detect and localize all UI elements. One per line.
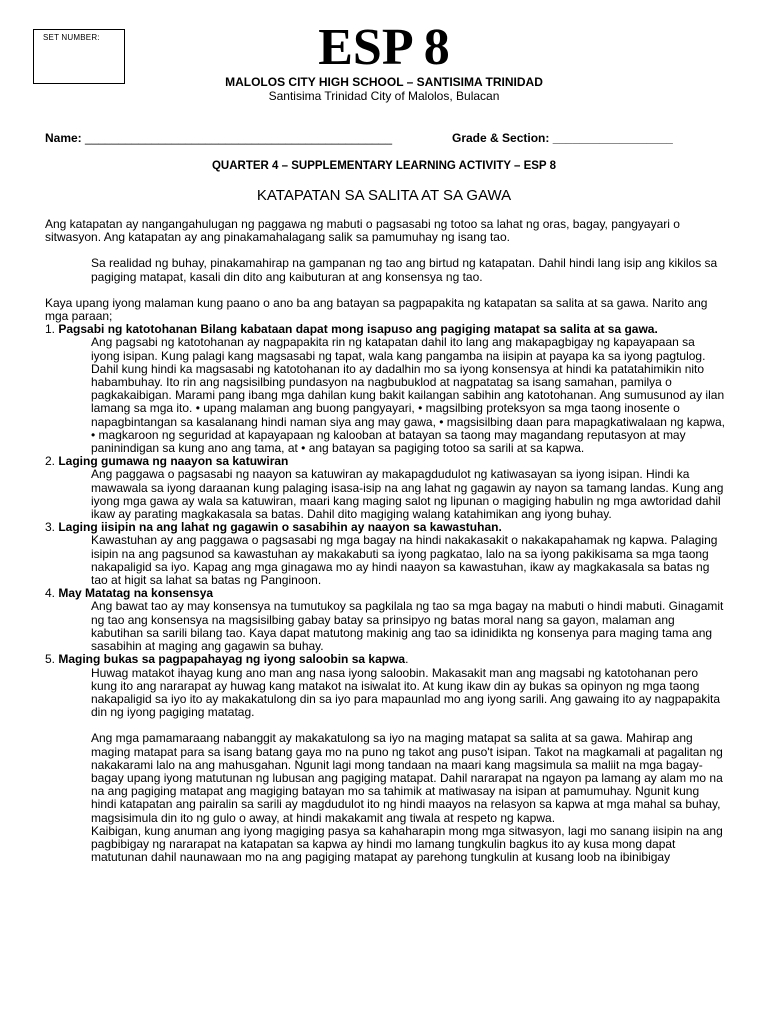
item-4-title: May Matatag na konsensya: [58, 586, 214, 601]
item-5-number: 5.: [45, 652, 59, 667]
item-3-body: Kawastuhan ay ang paggawa o pagsasabi ng mga bagay na hindi nakakasakit o nakakapahamak ng kapwa. Palaging isipin na ang pagsunod sa kawastuhan ay makakabuti sa iyong pagkatao, lalo na sa iyong pakikisama sa mga taong nakapaligid sa iyo. Kapag ang mga ginagawa mo ay hindi naayon sa kawastuhan, ikaw ay magkakasala sa batas ng tao at higit sa lahat sa batas ng Panginoon.: [91, 533, 718, 588]
grade-section-blank-line: __________________: [549, 131, 673, 145]
set-number-label: SET NUMBER:: [43, 33, 100, 42]
item-5-title: Maging bukas sa pagpapahayag ng iyong saloobin sa kapwa: [58, 652, 406, 667]
document-title: ESP 8: [318, 19, 450, 76]
item-4-body: Ang bawat tao ay may konsensya na tumutukoy sa pagkilala ng tao sa mga bagay na mabuti o hindi mabuti. Ginagamit ng tao ang konsensya na magsisilbing gabay batay sa prinsipyo ng batas moral nang sa gayon, malaman ang kabutihan sa sarili bilang tao. Kaya dapat matutong makinig ang tao sa idinidikta ng konsenya para maging tama ang sasabihin at maging ang gagawin sa buhay.: [91, 599, 724, 654]
item-1-body: Ang pagsabi ng katotohanan ay nagpapakita rin ng katapatan dahil ito lang ang makapagbigay ng kapayapaan sa iyong isipan. Kung palagi kang magsasabi ng tapat, wala kang pangamba na iisipin at payapa ka sa iyong pagtulog. Dahil kung hindi ka magsasabi ng katotohanan ito ay dadalhin mo sa iyong konsensya at hindi ka patatahimikin nito habambuhay. Ito rin ang nagsisilbing pundasyon na nagbubuklod at nagpatatag sa isang samahan, pamilya o pagkakaibigan. Marami pang ibang mga dahilan kung bakit kailangan sabihin ang katotohanan. Ang sumusunod ay ilan lamang sa mga ito. • upang malaman ang buong pangyayari, • magsilbing proteksyon sa mga taong inosente o napagbintangan sa kasalanang hindi naman siya ang may gawa, • magsisilbing daan para mapagkatiwalaan ng kapwa, • magkaroon ng seguridad at kapayapaan ng kalooban at batayan sa taong may magandang reputasyon at may paninindigan sa kung ano ang tama, at • ang batayan sa pagiging totoo sa sarili at sa kapwa.: [91, 335, 725, 456]
realidad-paragraph: Sa realidad ng buhay, pinakamahirap na gampanan ng tao ang birtud ng katapatan. Dahil hindi lang isip ang kikilos sa pagiging matapat, kasali din dito ang kaibuturan at ang konsensya ng tao.: [91, 256, 718, 284]
item-3-number: 3.: [45, 520, 59, 535]
topic-title: KATAPATAN SA SALITA AT SA GAWA: [256, 187, 512, 204]
lesson-content: [45, 218, 725, 864]
closing-paragraph-1: Ang mga pamamaraang nabanggit ay makakatulong sa iyo na maging matapat sa salita at sa gawa. Mahirap ang maging matapat para sa isang batang gaya mo na puno ng takot ang puso't isipan. Takot na magkamali at pagalitan ng nakakarami lalo na ang mahusgahan. Ngunit lagi mong tandaan na maari kang magsimula sa maliit na mga bagay-bagay upang iyong matutunan ng lubusan ang pagiging matapat. Dahil nararapat na ngayon pa lamang ay alam mo na na ang pagiging matapat ang magiging batayan mo sa tahimik at matiwasay na isipan at pamumuhay. Ngunit kung hindi katapatan ang pairalin sa sarili ay magdudulot ito ng hindi maayos na relasyon sa kapwa at mga mahal sa buhay, magsisimula din ito ng gulo o away, at hindi makakamit ang tiwala at respeto ng kapwa.: [91, 731, 723, 825]
item-2-body: Ang paggawa o pagsasabi ng naayon sa katuwiran ay makapagdudulot ng katiwasayan sa iyong isipan. Hindi ka mawawala sa iyong daraanan kung palaging isasa-isip na ang lahat ng gagawin ay nayon sa tamang landas. Kung ang iyong mga gawa ay wala sa katuwiran, maari kang maging salot ng lipunan o magiging habulin ng mga awtoridad dahil ikaw ay parating magkakasala sa batas. Dahil dito magiging walang katahimikan ang iyong buhay.: [91, 467, 724, 522]
name-field: [45, 131, 392, 145]
item-2-number: 2.: [45, 454, 59, 469]
name-label: Name:: [45, 131, 82, 145]
intro-paragraph: Ang katapatan ay nangangahulugan ng paggawa ng mabuti o pagsasabi ng totoo sa lahat ng oras, bagay, pangyayari o sitwasyon. Ang katapatan ay ang pinakamahalagang salik sa pamumuhay ng isang tao.: [45, 217, 680, 245]
name-blank-line: ______________________________________________: [81, 131, 393, 145]
item-1-number: 1.: [45, 322, 59, 337]
item-5-body: Huwag matakot ihayag kung ano man ang nasa iyong saloobin. Makasakit man ang magsabi ng katotohanan pero kung ito ang nararapat ay huwag kang matakot na isiwalat ito. At kung ikaw din ay bukas sa opinyon ng mga taong nakapaligid sa iyo ito ay makakatulong din sa iyo para mapaunlad mo ang iyong sarili. Ang gawaing ito ay nagpapakita din ng iyong pagiging matatag.: [91, 665, 721, 720]
item-5-heading: [45, 653, 725, 666]
item-3-title: Laging iisipin na ang lahat ng gagawin o sasabihin ay naayon sa kawastuhan.: [58, 520, 502, 535]
closing-paragraph-2: Kaibigan, kung anuman ang iyong magiging pasya sa kahaharapin mong mga sitwasyon, lagi mo sanang iisipin na ang pagbibigay ng nararapat na katapatan sa kapwa ay hindi mo lamang tungkulin bagkus ito ay kusa mong dapat matutunan dahil naunawaan mo na ang pagiging matapat ay parehong tungkulin at kusang loob na ibinibigay: [91, 823, 723, 865]
grade-section-label: Grade & Section:: [452, 131, 550, 145]
item-4-number: 4.: [45, 586, 59, 601]
item-1-title: Pagsabi ng katotohanan Bilang kabataan dapat mong isapuso ang pagiging matapat sa salita at sa gawa.: [58, 322, 658, 337]
paraan-intro-paragraph: Kaya upang iyong malaman kung paano o ano ba ang batayan sa pagpapakita ng katapatan sa salita at sa gawa. Narito ang mga paraan;: [45, 295, 708, 324]
item-5-period: .: [405, 652, 409, 667]
grade-section-field: [452, 131, 673, 145]
item-2-title: Laging gumawa ng naayon sa katuwiran: [58, 454, 289, 469]
school-name: MALOLOS CITY HIGH SCHOOL – SANTISIMA TRINIDAD: [225, 75, 543, 89]
quarter-heading: QUARTER 4 – SUPPLEMENTARY LEARNING ACTIVITY – ESP 8: [211, 160, 556, 172]
school-address: Santisima Trinidad City of Malolos, Bulacan: [268, 89, 500, 103]
